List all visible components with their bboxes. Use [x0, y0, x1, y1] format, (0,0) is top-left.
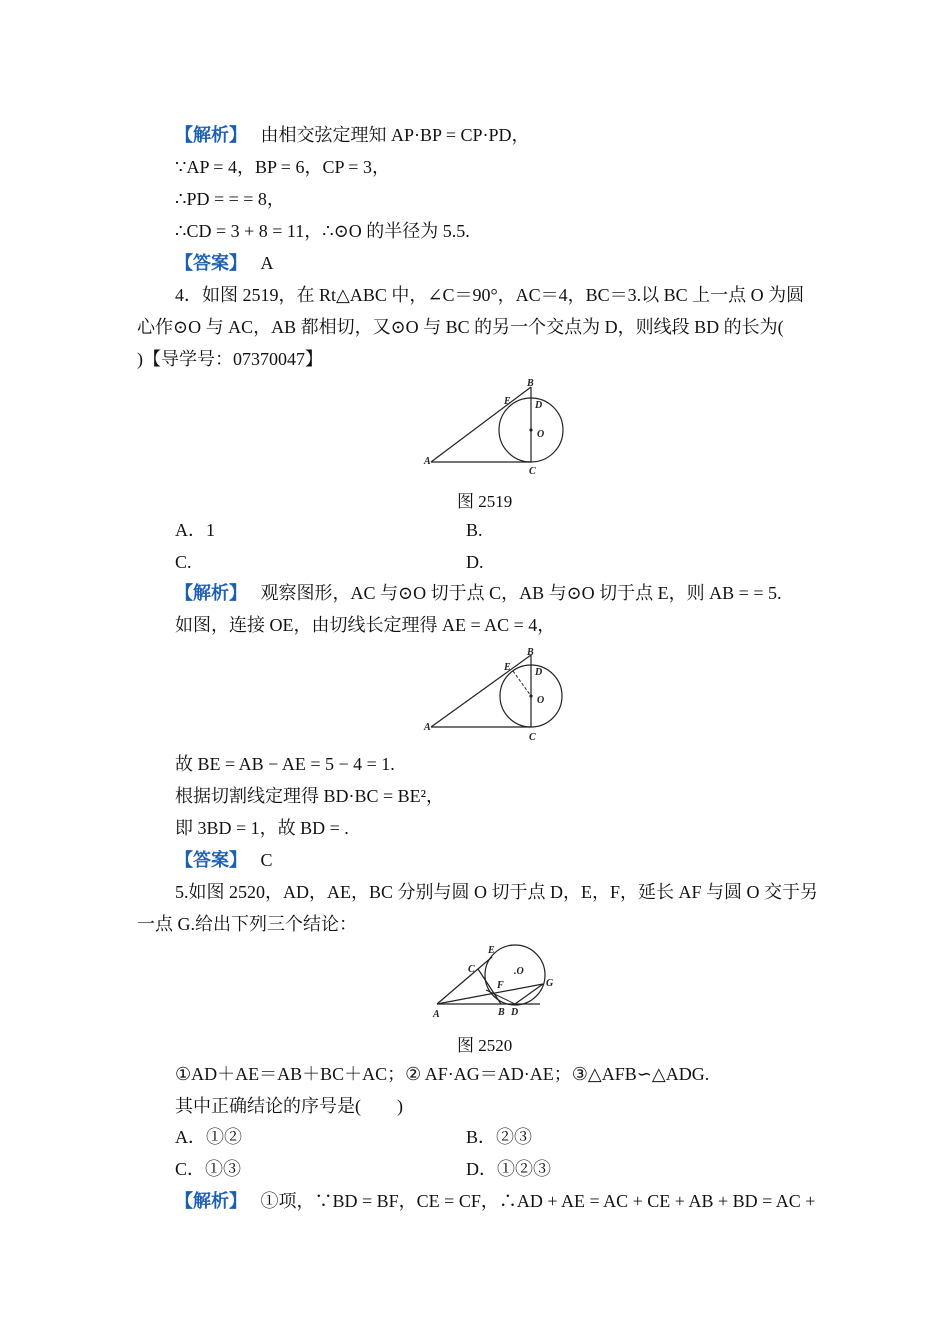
fig-label-a: A [433, 1009, 440, 1020]
option-b: B．②③ [466, 1127, 533, 1147]
solution-line: 即 3BD = 1，故 BD = . [175, 818, 349, 838]
fig-label-c: C [529, 466, 536, 477]
figure-caption: 图 2520 [457, 1036, 513, 1055]
solution-line [175, 1190, 815, 1212]
option-b: B. [466, 520, 483, 540]
solution-text: 观察图形，AC 与⊙O 切于点 C，AB 与⊙O 切于点 E，则 AB = = 5. [260, 583, 782, 603]
fig-label-d: D [535, 667, 543, 678]
figure-caption: 图 2519 [457, 492, 513, 511]
solution-line: 根据切割线定理得 BD·BC = BE²， [175, 786, 445, 806]
solution-text: 由相交弦定理知 AP·BP = CP·PD， [260, 125, 530, 145]
fig-label-e: E [504, 662, 511, 673]
statements-line: ①AD＋AE＝AB＋BC＋AC；② AF·AG＝AD·AE；③△AFB∽△ADG. [175, 1064, 710, 1084]
answer-value: C [260, 850, 273, 870]
fig-label-o: O [537, 695, 545, 706]
fig-label-d: D [511, 1007, 519, 1018]
question-line: 一点 G.给出下列三个结论： [137, 914, 357, 934]
fig-label-f: F [497, 980, 504, 991]
option-c: C. [175, 552, 192, 572]
solution-line: ∴CD = 3 + 8 = 11，∴⊙O 的半径为 5.5. [175, 221, 470, 241]
question-line: 5.如图 2520，AD，AE，BC 分别与圆 O 切于点 D，E，F，延长 AF 与圆 O 交于另 [175, 882, 819, 902]
option-a: A．①② [175, 1127, 242, 1147]
solution-tag: 【解析】 [175, 583, 247, 603]
question-line: 4．如图 2519，在 Rt△ABC 中，∠C＝90°，AC＝4，BC＝3.以 BC 上一点 O 为圆 [175, 285, 805, 305]
fig-label-b: B [527, 647, 534, 658]
fig-label-o: O [537, 429, 545, 440]
solution-tag: 【解析】 [175, 1191, 247, 1211]
solution-line: 故 BE = AB − AE = 5 − 4 = 1. [175, 754, 395, 774]
answer-tag: 【答案】 [175, 850, 247, 870]
solution-line: 如图，连接 OE，由切线长定理得 AE = AC = 4， [175, 615, 556, 635]
option-d: D．①②③ [466, 1159, 551, 1179]
solution-line: ∴PD = = = 8， [175, 189, 285, 209]
fig-label-b: B [527, 378, 534, 389]
fig-label-g: G [546, 978, 554, 989]
fig-label-a: A [424, 722, 431, 733]
fig-label-e: E [488, 945, 495, 956]
fig-label-c: C [468, 964, 475, 975]
fig-label-c: C [529, 732, 536, 743]
question-line: )【导学号：07370047】 [137, 349, 323, 369]
solution-line: ∵AP = 4，BP = 6，CP = 3， [175, 157, 390, 177]
fig-label-b: B [498, 1007, 505, 1018]
fig-label-a: A [424, 456, 431, 467]
question-line: 心作⊙O 与 AC，AB 都相切，又⊙O 与 BC 的另一个交点为 D，则线段 BD 的长为( [137, 317, 784, 337]
answer-tag: 【答案】 [175, 253, 247, 273]
fig-label-e: E [504, 396, 511, 407]
solution-tag: 【解析】 [175, 125, 247, 145]
option-c: C．①③ [175, 1159, 242, 1179]
answer-value: A [260, 253, 274, 273]
option-a: A．1 [175, 520, 215, 540]
fig-label-o: .O [514, 966, 524, 977]
option-d: D. [466, 552, 484, 572]
solution-text: ①项，∵BD = BF，CE = CF，∴AD + AE = AC + CE + AB + BD = AC + [260, 1191, 816, 1211]
question-line: 其中正确结论的序号是( ) [175, 1096, 403, 1116]
fig-label-d: D [535, 400, 543, 411]
